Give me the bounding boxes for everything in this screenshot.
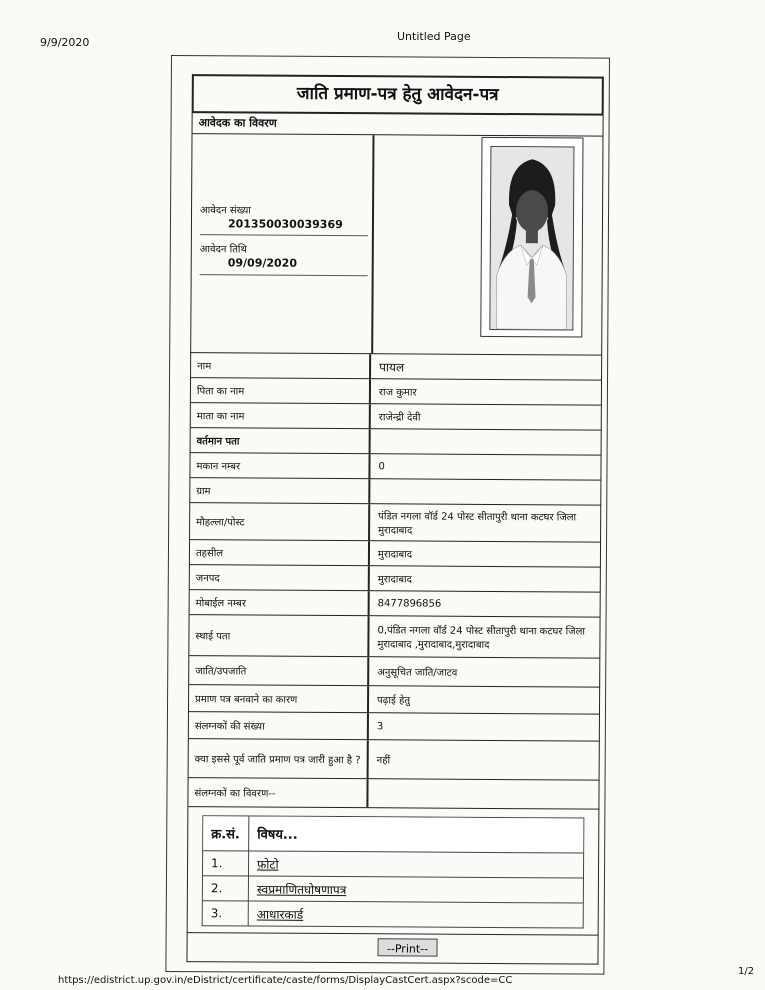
table-row: [191, 403, 602, 431]
table-row: [188, 778, 599, 810]
field-value: नहीं: [376, 755, 391, 767]
application-info-block: [190, 134, 603, 356]
field-label: संलग्नकों का विवरण--: [188, 778, 368, 807]
table-row: [191, 428, 602, 456]
attachments-header-row: [203, 816, 583, 853]
field-value: 0,पंडित नगला वॉर्ड 24 पोस्ट सीतापुरी थाना कटघर जिला मुरादाबाद ,मुरादाबाद,मुरादाबाद: [377, 625, 586, 651]
application-no-value: 201350030039369: [227, 217, 343, 232]
field-label: मौहल्ला/पोस्ट: [190, 503, 370, 540]
details-table: [187, 353, 602, 810]
applicant-photo-frame: [480, 137, 583, 338]
table-row: [190, 540, 601, 568]
field-value: पढ़ाई हेतु: [377, 695, 411, 707]
serial-header: क्र.सं.: [203, 816, 249, 850]
photo-cell: [373, 135, 602, 354]
field-label: प्रमाण पत्र बनवाने का कारण: [189, 685, 369, 712]
attachments-table: [202, 815, 585, 928]
table-row: [190, 565, 601, 593]
field-value: पंडित नगला वॉर्ड 24 पोस्ट सीतापुरी थाना कटघर जिला मुरादाबाद: [378, 511, 577, 537]
table-row: [190, 453, 601, 481]
field-label: पिता का नाम: [191, 378, 371, 403]
application-date-value: 09/09/2020: [227, 256, 298, 270]
application-details: [191, 134, 374, 353]
form-title: जाति प्रमाण-पत्र हेतु आवेदन-पत्र: [192, 74, 604, 116]
field-value: 0: [378, 460, 385, 472]
table-row: [189, 712, 600, 742]
table-row: [191, 378, 602, 406]
application-no-label: आवेदन संख्या: [200, 205, 251, 217]
field-value: मुरादाबाद: [377, 574, 413, 586]
section-title: आवेदक का विवरण: [192, 113, 604, 137]
field-label: मकान नम्बर: [190, 453, 370, 478]
attachment-link[interactable]: आधारकार्ड: [256, 907, 304, 922]
document-frame: [165, 55, 610, 975]
divider: [200, 234, 368, 236]
application-date-label: आवेदन तिथि: [199, 244, 247, 256]
attachment-serial: 3.: [203, 901, 249, 925]
field-label: तहसील: [190, 540, 370, 565]
table-row: [190, 590, 601, 618]
applicant-photo: [489, 146, 574, 331]
table-row: [191, 353, 602, 381]
attachments-section: [187, 807, 600, 936]
table-row: [189, 656, 600, 688]
print-date: 9/9/2020: [40, 36, 90, 49]
divider: [200, 274, 368, 276]
attachment-link[interactable]: स्वप्रमाणितघोषणापत्र: [256, 882, 347, 897]
field-label: मोबाईल नम्बर: [190, 590, 370, 615]
field-value: पायल: [379, 359, 405, 374]
field-label: जनपद: [190, 565, 370, 590]
attachment-row: [203, 876, 583, 903]
attachment-link[interactable]: फ़ोटो: [257, 857, 279, 872]
field-label: जाति/उपजाति: [189, 656, 369, 685]
print-button[interactable]: --Print--: [377, 938, 437, 956]
table-row: [190, 478, 601, 506]
field-label: संलग्नकों की संख्या: [189, 712, 369, 739]
print-row: [186, 933, 598, 965]
field-label: क्या इससे पूर्व जाति प्रमाण पत्र जारी हुआ है ?: [189, 739, 369, 778]
field-value: [370, 479, 600, 504]
footer-page-number: 1/2: [738, 966, 755, 977]
attachment-serial: 2.: [203, 876, 249, 900]
table-row: [190, 503, 601, 543]
subject-header: विषय...: [257, 827, 298, 843]
applicant-photo-image: [490, 147, 573, 329]
field-value: राज कुमार: [378, 387, 417, 399]
attachment-row: [203, 851, 583, 878]
field-value: मुरादाबाद: [377, 549, 413, 561]
field-value: [368, 779, 598, 808]
field-label: माता का नाम: [191, 403, 371, 428]
print-page-title: Untitled Page: [397, 30, 471, 43]
field-label: नाम: [191, 353, 371, 378]
field-value: राजेन्द्री देवी: [378, 412, 421, 424]
field-value: [371, 429, 601, 454]
attachment-serial: 1.: [203, 851, 249, 875]
application-form: [186, 74, 603, 965]
field-label: स्थाई पता: [189, 615, 369, 656]
field-value: 8477896856: [377, 597, 442, 610]
table-row: [189, 615, 600, 659]
field-value: 3: [376, 720, 384, 732]
table-row: [189, 685, 600, 715]
field-value: अनुसूचित जाति/जाटव: [377, 667, 458, 679]
table-row: [189, 739, 600, 781]
footer-url: https://edistrict.up.gov.in/eDistrict/certificate/caste/forms/DisplayCastCert.aspx?scode=CC: [58, 975, 513, 986]
attachment-row: [203, 901, 583, 927]
field-label: ग्राम: [190, 478, 370, 503]
field-label: वर्तमान पता: [191, 428, 371, 453]
